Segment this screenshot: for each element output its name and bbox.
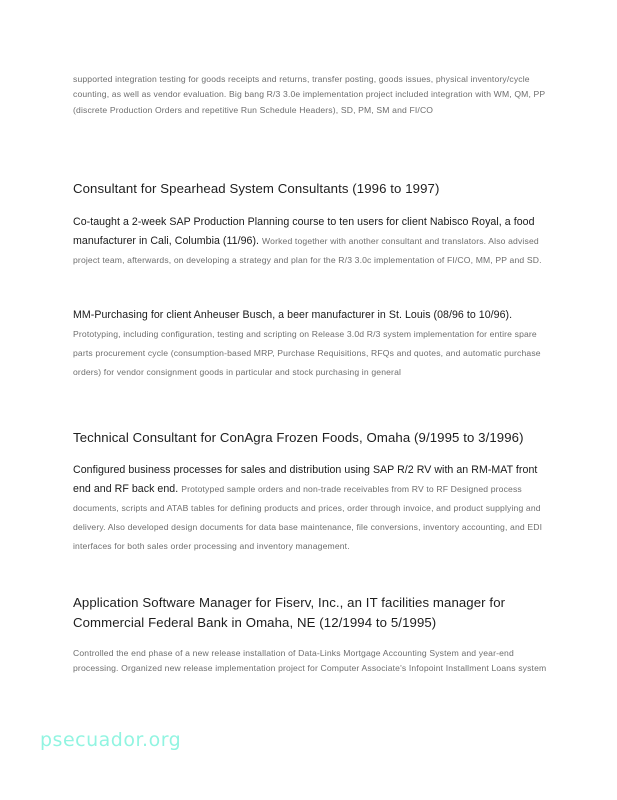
entry-lead: MM-Purchasing for client Anheuser Busch, a beer manufacturer in St. Louis (08/96 to 10/96). <box>73 309 513 321</box>
watermark-text: psecuador.org <box>40 729 182 751</box>
entry-lead: Configured business processes for sales and distribution using SAP R/2 RV with an RM-MAT front end and RF back end. <box>73 464 538 495</box>
entry-lead: Co-taught a 2-week SAP Production Planning course to ten users for client Nabisco Royal, a food manufacturer in Cali, Columbia (11/96). <box>73 216 535 247</box>
section-heading-spearhead: Consultant for Spearhead System Consultants (1996 to 1997) <box>73 181 440 196</box>
section-heading-fiserv: Application Software Manager for Fiserv, Inc., an IT facilities manager for Commercial Federal Bank in Omaha, NE (12/1994 to 5/1995) <box>73 595 506 630</box>
intro-paragraph: supported integration testing for goods receipts and returns, transfer posting, goods issues, physical inventory/cycle counting, as well as vendor evaluation. Big bang R/3 3.0e implementation project included integration with WM, QM, PP (discrete Production Orders and repetitive Run Schedule Headers), SD, PM, SM and FI/CO <box>73 74 546 115</box>
section-heading-conagra: Technical Consultant for ConAgra Frozen Foods, Omaha (9/1995 to 3/1996) <box>73 430 524 445</box>
entry-detail: Prototyped sample orders and non-trade receivables from RV to RF Designed process documents, scripts and ATAB tables for defining products and prices, order through invoice, and product supplying and delivery. Also developed design documents for data base maintenance, file conversions, inventory accounting, and EDI interfaces for both sales order processing and inventory management. <box>73 484 543 551</box>
entry-nabisco <box>73 213 548 270</box>
entry-fiserv: Controlled the end phase of a new release installation of Data-Links Mortgage Accounting System and year-end processing. Organized new release implementation project for Computer Associate's Infopoint Installment Loans system <box>73 648 547 674</box>
entry-detail: Prototyping, including configuration, testing and scripting on Release 3.0d R/3 system implementation for entire spare parts procurement cycle (consumption-based MRP, Purchase Requisitions, RFQs and quotes, and automatic purchase orders) for vendor consignment goods in particular and stock purchasing in general <box>73 329 541 377</box>
entry-conagra <box>73 461 548 556</box>
entry-anheuser-busch <box>73 306 548 382</box>
entry-detail: Worked together with another consultant and translators. Also advised project team, afterwards, on developing a strategy and plan for the R/3 3.0c implementation of FI/CO, MM, PP and SD. <box>73 236 542 265</box>
